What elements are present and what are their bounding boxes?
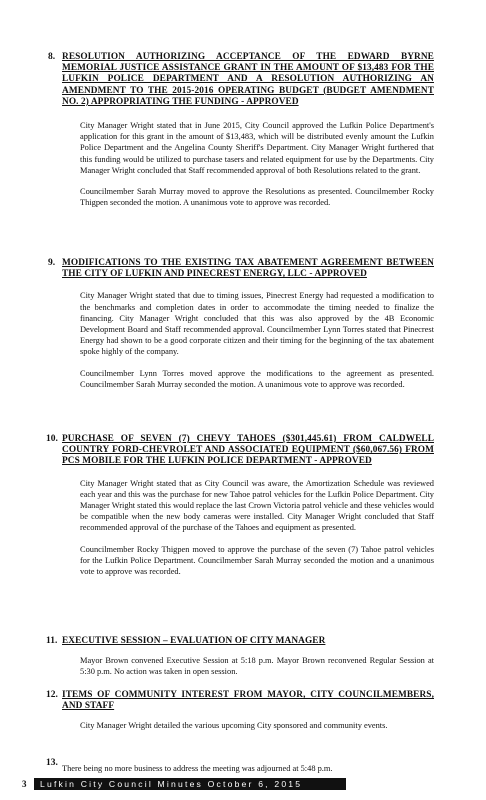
agenda-item-8 — [48, 52, 434, 217]
item-paragraph: Councilmember Rocky Thigpen moved to approve the purchase of the seven (7) Tahoe patrol vehicles for the Lufkin Police Department. Councilmember Sarah Murray seconded the motion and a unanimous vote to approve was recorded. — [80, 544, 434, 577]
item-heading: PURCHASE OF SEVEN (7) CHEVY TAHOES ($301,445.61) FROM CALDWELL COUNTRY FORD-CHEVROLET AND ASSOCIATED EQUIPMENT ($60,067.56) FROM PCS MOBILE FOR THE LUFKIN POLICE DEPARTMENT - APPROVED — [62, 434, 434, 467]
item-number: 13. — [46, 758, 58, 768]
item-number: 11. — [46, 636, 58, 646]
agenda-item-9 — [48, 258, 434, 398]
item-paragraph: City Manager Wright stated that as City Council was aware, the Amortization Schedule was reviewed each year and this was the purchase for new Tahoe patrol vehicles for the Lufkin Police Department. City Manager Wright stated this would replace the last Crown Victoria patrol vehicle and these vehicles would be compatible when the new body cameras were installed. City Manager Wright concluded that Staff recommended approval of the purchase of the Tahoes and equipment as presented. — [80, 478, 434, 533]
item-paragraph: Councilmember Sarah Murray moved to approve the Resolutions as presented. Councilmember Rocky Thigpen seconded the motion. A unanimous vote to approve was recorded. — [80, 187, 434, 208]
item-heading: RESOLUTION AUTHORIZING ACCEPTANCE OF THE EDWARD BYRNE MEMORIAL JUSTICE ASSISTANCE GRANT IN THE AMOUNT OF $13,483 FOR THE LUFKIN POLICE DEPARTMENT AND A RESOLUTION AUTHORIZING AN AMENDMENT TO THE 2015-2016 OPERATING BUDGET (BUDGET AMENDMENT NO. 2) APPROPRIATING THE FUNDING - APPROVED — [62, 52, 434, 107]
agenda-item-11 — [46, 636, 434, 686]
item-heading: MODIFICATIONS TO THE EXISTING TAX ABATEMENT AGREEMENT BETWEEN THE CITY OF LUFKIN AND PINECREST ENERGY, LLC - APPROVED — [62, 258, 434, 280]
page-footer — [22, 777, 352, 790]
agenda-item-12 — [46, 690, 434, 740]
item-paragraph: Councilmember Lynn Torres moved approve the modifications to the agreement as presented. Councilmember Sarah Murray seconded the motion. A unanimous vote to approve was recorded. — [80, 368, 434, 389]
agenda-item-10 — [46, 434, 434, 586]
item-paragraph: City Manager Wright stated that due to timing issues, Pinecrest Energy had requested a modification to the benchmarks and completion dates in order to accommodate the timing needed to finalize the financing. City Manager Wright concluded that this was also approved by the 4B Economic Development Board and Staff recommended approval. Councilmember Lynn Torres stated that Pinecrest Energy had shown to be a good corporate citizen and their timing for the beginning of the tax abatement spoke highly of the company. — [80, 291, 434, 357]
item-number: 9. — [48, 258, 56, 268]
item-heading: EXECUTIVE SESSION – EVALUATION OF CITY MANAGER — [62, 636, 326, 646]
item-number: 10. — [46, 434, 58, 444]
agenda-item-13 — [46, 758, 434, 776]
item-paragraph: City Manager Wright detailed the various upcoming City sponsored and community events. — [80, 721, 388, 731]
item-number: 12. — [46, 690, 58, 700]
page-number: 3 — [22, 778, 27, 789]
closing-text: There being no more business to address the meeting was adjourned at 5:48 p.m. — [62, 764, 333, 773]
item-paragraph: Mayor Brown convened Executive Session at 5:18 p.m. Mayor Brown reconvened Regular Session at 5:30 p.m. No action was taken in open session. — [80, 656, 434, 677]
item-heading: ITEMS OF COMMUNITY INTEREST FROM MAYOR, CITY COUNCILMEMBERS, AND STAFF — [62, 690, 434, 712]
footer-title: Lufkin City Council Minutes October 6, 2015 — [34, 778, 346, 790]
item-number: 8. — [48, 52, 56, 62]
item-paragraph: City Manager Wright stated that in June 2015, City Council approved the Lufkin Police Department's application for this grant in the amount of $13,483, which will be distributed evenly amount the Lufkin Police Department and the Angelina County Sheriff's Department. City Manager Wright furthered that this funding would be utilized to purchase tasers and related equipment for use by the Departments. City Manager Wright concluded that Staff recommended approval of both Resolutions related to the grant. — [80, 121, 434, 175]
